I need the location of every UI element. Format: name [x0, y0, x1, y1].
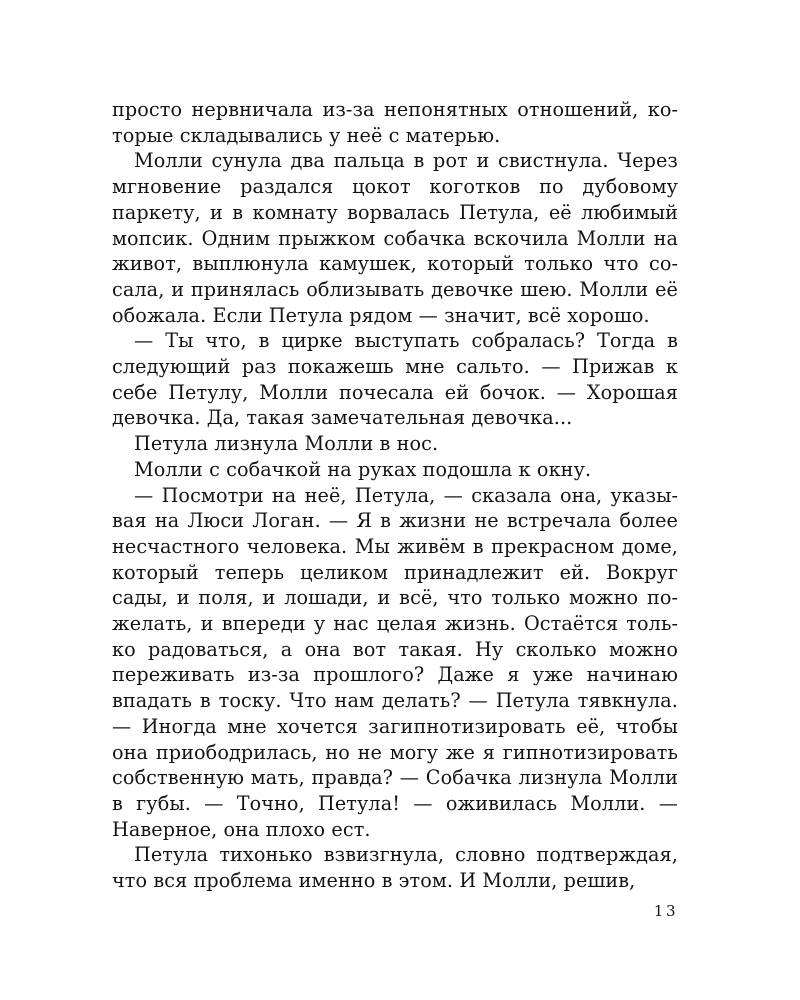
paragraph-circus-dialogue: — Ты что, в цирке выступать собралась? Тогда в следующий раз покажешь мне сальто. — Прижав к себе Петулу, Молли почесала ей бочок. — Хорошая девочка. Да, такая замечательная девочка... [112, 329, 678, 430]
paragraph-whistle: Молли сунула два пальца в рот и свистнула. Через мгновение раздался цокот коготков по дубовому паркету, и в комнату ворвалась Петула, её любимый мопсик. Одним прыжком собачка вскочила Молли на живот, выплюнула камушек, который только что сосала, и принялась облизывать девочке шею. Молли её обожала. Если Петула рядом — значит, всё хорошо. [112, 149, 678, 327]
paragraph-continuation: просто нервничала из-за непонятных отношений, которые складывались у неё с матерью. [112, 98, 678, 147]
page-number: 13 [653, 902, 678, 920]
page-body-text [112, 97, 678, 894]
paragraph-monologue: — Посмотри на неё, Петула, — сказала она, указывая на Люси Логан. — Я в жизни не встречала более несчастного человека. Мы живём в прекрасном доме, который теперь целиком принадлежит ей. Вокруг сады, и поля, и лошади, и всё, что только можно пожелать, и впереди у нас целая жизнь. Остаётся только радоваться, а она вот такая. Ну сколько можно переживать из-за прошлого? Даже я уже начинаю впадать в тоску. Что нам делать? — Петула тявкнула. — Иногда мне хочется загипнотизировать её, чтобы она приободрилась, но не могу же я гипнотизировать собственную мать, правда? — Собачка лизнула Молли в губы. — Точно, Петула! — оживилась Молли. — Наверное, она плохо ест. [112, 483, 678, 841]
paragraph-squeal: Петула тихонько взвизгнула, словно подтверждая, что вся проблема именно в этом. И Молли, решив, [112, 843, 678, 893]
paragraph-lick-nose: Петула лизнула Молли в нос. [134, 432, 439, 456]
paragraph-window: Молли с собачкой на руках подошла к окну. [134, 457, 592, 481]
